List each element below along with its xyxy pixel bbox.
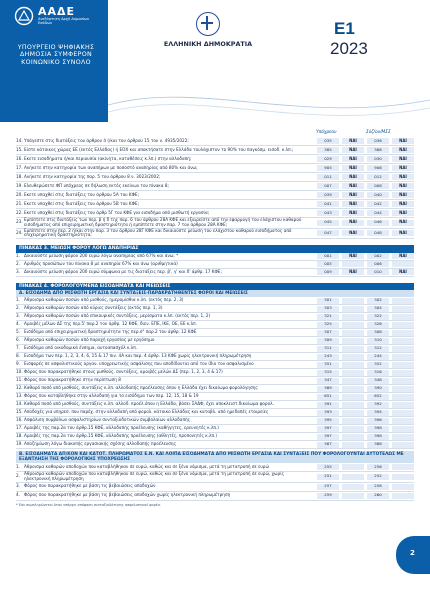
taxpayer-field[interactable] — [342, 261, 364, 267]
field-code: 316 — [367, 370, 389, 376]
row-description: Άθροισμα καθαρών ποσών από κύριες συντάξεις (εκτός περ. 1, 3) — [24, 305, 163, 311]
row-number: 12. — [16, 385, 23, 391]
form-code: Ε1 — [334, 19, 355, 38]
taxpayer-field[interactable]: ΝΑΙ — [342, 210, 364, 216]
form-row — [16, 361, 414, 369]
taxpayer-field[interactable] — [342, 370, 364, 376]
spouse-field[interactable]: ΝΑΙ — [392, 201, 414, 207]
row-description: Υπάγεστε στις διατάξεις του άρθρου 4 (/και του άρθρου 15 του ν. 4935/2022; — [24, 137, 189, 143]
spouse-field[interactable] — [392, 394, 414, 400]
field-code: 243 — [317, 354, 339, 360]
col-taxpayer: Υπόχρεου — [316, 130, 337, 135]
form-row — [16, 146, 414, 155]
spouse-field[interactable] — [392, 314, 414, 320]
spouse-field[interactable]: ΝΑΙ — [392, 183, 414, 189]
form-row — [16, 269, 414, 277]
questions-list — [16, 137, 414, 239]
field-code: 307 — [317, 330, 339, 336]
row-number: 14. — [16, 401, 23, 407]
form-row — [16, 472, 414, 483]
form-row — [16, 409, 414, 417]
field-code: 322 — [367, 314, 389, 320]
form-row — [16, 393, 414, 401]
field-code: 251 — [317, 474, 339, 480]
field-code: 386 — [367, 147, 389, 153]
field-code: 035 — [317, 138, 339, 144]
field-code: 010 — [367, 269, 389, 275]
form-year: 2023 — [330, 39, 368, 58]
field-code: 001 — [317, 253, 339, 259]
field-code: 652 — [367, 394, 389, 400]
form-row — [16, 337, 414, 345]
taxpayer-field[interactable] — [342, 474, 364, 480]
page-number-tab — [396, 536, 430, 574]
row-description: Εκετε εισαδήματα ή/και περιουσία (ακίνητα, καταθέσεις κ.λπ.) στην αλλοδαπή; — [24, 155, 192, 161]
column-headers — [16, 129, 414, 137]
form-row — [16, 385, 414, 393]
row-description: Ελευθερώσετε ΦΠ υπόχρεος σε δήλωση εκτός εκείνων του πίνακα 8; — [24, 182, 169, 188]
row-description: Αριθμός προσώπων του πίνακα 8 με αναπηρία 67% και άνω (αριθμητικά) — [24, 260, 178, 266]
spouse-field[interactable] — [392, 402, 414, 408]
row-number: 22. — [16, 209, 23, 215]
field-code: 007 — [317, 183, 339, 189]
taxpayer-field[interactable] — [342, 386, 364, 392]
row-description: Εισοδήμα των περ. 1, 2, 3, 4, 6, 15 & 17 πιν. 4Α και παρ. 4 άρθρ. 13 ΚΦΕ χωρίς ηλεκτρονική πληρωμέτρηση — [24, 353, 252, 359]
spouse-field[interactable] — [392, 386, 414, 392]
field-code: 389 — [317, 386, 339, 392]
taxpayer-field[interactable] — [342, 442, 364, 448]
table4a-rows — [16, 297, 414, 449]
form-row — [16, 329, 414, 337]
row-number: 4. — [16, 492, 20, 498]
row-number: 16. — [16, 155, 23, 161]
row-description: Άθροισμα καθαρών ποσών από παροχή εργασίας με εργόσημο — [24, 337, 155, 343]
spouse-field[interactable] — [392, 330, 414, 336]
row-number: 1. — [16, 463, 20, 469]
field-code: 398 — [367, 434, 389, 440]
taxpayer-field[interactable] — [342, 418, 364, 424]
table4-title: ΠΙΝΑΚΑΣ 4. ΦΟΡΟΛΟΓΟΥΜΕΝΑ ΕΙΣΟΔΗΜΑΤΑ ΚΑΙ ΜΕΙΩΣΕΙΣ — [16, 283, 414, 290]
row-number: 2. — [16, 305, 20, 311]
row-description: Αμοιβές της παρ.2α του άρθρ.15 ΚΦΕ, αλλοδαπής προέλευσης (καθήγητες, ερευνητές κ.λπ.) — [24, 425, 219, 431]
field-code: 394 — [367, 410, 389, 416]
footnote: * Εάν συμπληρώνεται όταν υπάρχει απόφαση συνταξιοδότησης ασφαλιστικού φορέα. — [16, 502, 161, 507]
row-description: Εκετε υπαχθεί στις διατάξεις του άρθρου 5Β του ΚΦΕ; — [24, 200, 139, 206]
row-description: Άθροισμα καθαρών ποσών από μισθούς, ημερομίσθια κ.λπ. (εκτός περ. 2, 3) — [24, 297, 184, 303]
page-number: 2 — [410, 549, 415, 557]
table3-title: ΠΙΝΑΚΑΣ 3. ΜΕΙΩΣΗ ΦΟΡΟΥ ΛΟΓΩ ΑΝΑΠΗΡΙΑΣ — [16, 245, 414, 252]
row-description: Αμοιβές της παρ.2α του άρθρ.15 ΚΦΕ, αλλοδαπής προέλευσης (αθλητές, προπονητές κ.λπ.) — [24, 433, 218, 439]
spouse-field[interactable] — [392, 261, 414, 267]
row-description: Φόρος που παρακρατήθηκε με βάση τις βεβαιώσεις αποδοχών — [24, 483, 156, 489]
field-code: 398 — [367, 426, 389, 432]
field-code: 348 — [367, 378, 389, 384]
taxpayer-field[interactable]: ΝΑΙ — [342, 174, 364, 180]
form-row — [16, 377, 414, 385]
row-description: Ανήκετε στην κατηγορία των αναπήρων με ποσοστό αναπηρίας από 80% και άνω; — [24, 164, 198, 170]
spouse-field[interactable]: ΝΑΙ — [392, 269, 414, 275]
form-row — [16, 164, 414, 173]
field-code: 905 — [317, 165, 339, 171]
page-header — [0, 0, 430, 122]
row-description: Εμπίπτετε στην περ. 2 ή/και στην παρ. 3 του άρθρου 28Γ ΚΦΕ και δικαιούστε μείωση του ελάχιστου καθαρού εισοδήματος από επιχειρηματική δραστηριότητα; — [24, 227, 292, 238]
field-code: 036 — [367, 138, 389, 144]
taxpayer-field[interactable] — [342, 402, 364, 408]
field-code: 255 — [317, 464, 339, 470]
taxpayer-field[interactable] — [342, 493, 364, 499]
taxpayer-field[interactable] — [342, 362, 364, 368]
row-number: 11. — [16, 377, 23, 383]
taxpayer-field[interactable] — [342, 338, 364, 344]
taxpayer-field[interactable] — [342, 298, 364, 304]
spouse-field[interactable] — [392, 484, 414, 490]
field-code: 002 — [367, 253, 389, 259]
form-row — [16, 417, 414, 425]
taxpayer-field[interactable]: ΝΑΙ — [342, 147, 364, 153]
field-code: 312 — [367, 346, 389, 352]
row-description: Ανήκετε στην κατηγορία της παρ. 5 του άρθρου 8 ν. 3023/2002; — [24, 173, 161, 179]
taxpayer-field[interactable] — [342, 354, 364, 360]
spouse-field[interactable] — [392, 426, 414, 432]
field-code: 321 — [317, 314, 339, 320]
org-short: ΑΑΔΕ — [38, 5, 76, 18]
field-code: 304 — [367, 306, 389, 312]
row-description: Είστε κάτοικος χώρας ΕΕ (εκτός Ελλάδας) ή ΕΟΧ και αποκτήσατε στην Ελλάδα τουλάχιστον το 90% του παγκόσμ. εισοδ. κ.λπ.; — [24, 146, 294, 152]
form-row — [16, 369, 414, 377]
field-code: 039 — [317, 192, 339, 198]
field-code: 041 — [317, 201, 339, 207]
form-row — [16, 297, 414, 305]
spouse-field[interactable] — [392, 362, 414, 368]
row-number: 17. — [16, 425, 23, 431]
col-spouse: Σύζ/ου/ΜΣΣ — [366, 130, 391, 135]
taxpayer-field[interactable] — [342, 322, 364, 328]
org-full: Ανεξάρτητη Αρχή Δημοσίων Εσόδων — [38, 17, 90, 26]
table4-subB: Β. ΕΙΣΟΔΗΜΑΤΑ ΑΠ/ΚΟΝ ΚΑΙ ΚΑΤΟΤ. ΠΛΗΡΩΜΑΤΟΣ Ε.Ν. ΚΑΙ ΛΟΙΠΑ ΕΙΣΟΔΗΜΑΤΑ ΑΠΟ ΜΙΣΘΩΤΗ ΕΡΓΑΣΙΑ ΚΑΙ ΣΥΝΤΑΞΕΙΣ ΠΟΥ ΦΟΡΟΛΟΓΟΥΝΤΑΙ ΑΥΤΟΤΕΛΩΣ ΜΕ ΕΞΑΝΤΛΗΣΗ ΤΗΣ ΦΟΡΟΛΟΓΙΚΗΣ ΥΠΟΧΡΕΩΣΗΣ — [16, 451, 414, 463]
table3-rows — [16, 253, 414, 277]
state-block — [163, 12, 253, 48]
field-code: 395 — [317, 418, 339, 424]
field-code: 315 — [317, 370, 339, 376]
field-code: 257 — [317, 484, 339, 490]
field-code: 030 — [367, 156, 389, 162]
row-description: Φόρος που παρακρατήθηκε στην περίπτωση 8 — [24, 377, 121, 383]
field-code: 047 — [317, 230, 339, 236]
header-wave-decoration — [0, 70, 430, 125]
form-row — [16, 191, 414, 200]
taxpayer-field[interactable]: ΝΑΙ — [342, 201, 364, 207]
field-code: 008 — [367, 183, 389, 189]
spouse-field[interactable] — [392, 474, 414, 480]
form-row — [16, 313, 414, 321]
field-code: 302 — [367, 298, 389, 304]
row-description: Αμοιβές μέλων ΔΣ της περ.5' παρ.2 του άρθρ. 12 ΚΦΕ, διεν. ΕΠΕ, ΙΚΕ, ΟΕ, ΕΕ κ.λπ. — [24, 321, 197, 327]
form-row — [16, 345, 414, 353]
field-code: 006 — [367, 261, 389, 267]
row-number: 15. — [16, 146, 23, 152]
form-row — [16, 218, 414, 229]
taxpayer-field[interactable]: ΝΑΙ — [342, 156, 364, 162]
form-row — [16, 173, 414, 182]
form-row — [16, 321, 414, 329]
row-description: Αποζημίωση λόγω διακοπής εργασιακής σχέσης αλλοδαπής προέλευσης — [24, 441, 177, 447]
field-code: 046 — [367, 220, 389, 226]
spouse-field[interactable] — [392, 306, 414, 312]
field-code: 396 — [367, 418, 389, 424]
row-number: 19. — [16, 182, 23, 188]
spouse-field[interactable] — [392, 298, 414, 304]
field-code: 252 — [367, 474, 389, 480]
row-number: 17. — [16, 164, 23, 170]
field-code: 260 — [367, 493, 389, 499]
form-row — [16, 353, 414, 361]
row-description: Εισφορές σε ασφαλιστικούς οργαν. υποχρεωτικής ασφάλισης που αποδίδονται από τον ίδιο τον ασφαλισμένο — [24, 361, 254, 367]
field-code: 393 — [317, 410, 339, 416]
form-row — [16, 433, 414, 441]
field-code: 309 — [317, 338, 339, 344]
row-number: 2. — [16, 260, 20, 266]
field-code: 045 — [317, 220, 339, 226]
row-number: 23. — [16, 219, 23, 225]
row-description: Άθροισμα καθαρών αποδοχών που καταβλήθηκαν σε ευρώ, καθώς και σε ξένο νόμισμα, μετά τη μετατροπή σε ευρώ — [24, 463, 269, 469]
table4b-rows — [16, 463, 414, 501]
field-code: 390 — [367, 386, 389, 392]
row-number: 14. — [16, 137, 23, 143]
spouse-field[interactable] — [392, 354, 414, 360]
spouse-field[interactable] — [392, 410, 414, 416]
field-code: 044 — [367, 210, 389, 216]
field-code: 244 — [367, 354, 389, 360]
taxpayer-field[interactable]: ΝΑΙ — [342, 138, 364, 144]
row-number: 6. — [16, 337, 20, 343]
field-code: 040 — [367, 192, 389, 198]
field-code: 347 — [317, 378, 339, 384]
field-code: 310 — [367, 338, 389, 344]
taxpayer-field[interactable] — [342, 464, 364, 470]
spouse-field[interactable]: ΝΑΙ — [392, 192, 414, 198]
spouse-field[interactable] — [392, 442, 414, 448]
row-description: Αποδοχές για υπηρεσ. που παρέχ. στην αλλοδαπή από φορολ. κάτοικο Ελλάδας και καταβλ. από ημεδαπές εταιρείες — [24, 409, 269, 415]
spouse-field[interactable]: ΝΑΙ — [392, 220, 414, 226]
row-number: 5. — [16, 329, 20, 335]
field-code: 906 — [367, 165, 389, 171]
taxpayer-field[interactable]: ΝΑΙ — [342, 192, 364, 198]
ministry-line: ΔΗΜΟΣΙΑ ΣΥΜΦΕΡΟΝ — [19, 51, 93, 59]
field-code: 397 — [317, 426, 339, 432]
row-number: 9. — [16, 361, 20, 367]
row-description: Άθροισμα καθαρών αποδοχών που καταβλήθηκαν σε ευρώ, καθώς και σε ξένο νόμισμα, μετά τη μετατροπή σε ευρώ, χωρίς ηλεκτρονική πληρωμέτρηση — [24, 471, 285, 481]
row-number: 16. — [16, 417, 23, 423]
field-code: 351 — [317, 362, 339, 368]
ministry-line: ΚΟΙΝΩΝΙΚΟ ΣΥΝΟΛΟ — [21, 58, 91, 66]
field-code: 012 — [367, 174, 389, 180]
field-code: 385 — [317, 147, 339, 153]
form-row — [16, 182, 414, 191]
form-content — [16, 129, 414, 507]
spouse-field[interactable]: ΝΑΙ — [392, 156, 414, 162]
row-description: Φόρος που παρακρατήθηκε στους μισθούς, συντάξεις, αμοιβές μελών ΔΣ (περ. 1, 2, 3, 4 & 17) — [24, 369, 223, 375]
row-number: 3. — [16, 268, 20, 274]
form-row — [16, 261, 414, 269]
field-code: 352 — [367, 362, 389, 368]
spouse-field[interactable]: ΝΑΙ — [392, 174, 414, 180]
greek-emblem-icon — [196, 12, 220, 36]
spouse-field[interactable]: ΝΑΙ — [392, 138, 414, 144]
spouse-field[interactable] — [392, 338, 414, 344]
taxpayer-field[interactable] — [342, 306, 364, 312]
table4-subA: Α. ΕΙΣΟΔΗΜΑ ΑΠΟ ΜΙΣΘΩΤΗ ΕΡΓΑΣΙΑ ΚΑΙ ΣΥΝΤΑΞΕΙΣ-ΠΑΡΑΚΡΑΤΗΘΕΝΤΕΣ ΦΟΡΟΙ ΚΑΙ ΜΕΙΩΣΕΙΣ — [16, 290, 414, 297]
row-number: 18. — [16, 173, 23, 179]
form-row — [16, 229, 414, 240]
field-code: 311 — [317, 346, 339, 352]
taxpayer-field[interactable]: ΝΑΙ — [342, 165, 364, 171]
row-description: Φόρος που καταβλήθηκε στην αλλοδαπή για το εισόδημα των περ. 12, 15, 18 & 19 — [24, 393, 199, 399]
field-code: 325 — [317, 322, 339, 328]
row-number: 24. — [16, 229, 23, 235]
taxpayer-field[interactable] — [342, 394, 364, 400]
taxpayer-field[interactable]: ΝΑΙ — [342, 220, 364, 226]
form-row — [16, 441, 414, 449]
row-description: Εμπίπτετε στις διατάξεις των περ. β ή δ της παρ. 6 του άρθρου 28Α ΚΦΕ και εξαιρείστε από την εφαρμογή του ελάχιστου καθαρού εισοδήματος από επιχειρηματική δραστηριότητα ή εμπίπτετε στην παρ. 7 του άρθρου 28Α ΚΦΕ; — [24, 217, 302, 227]
row-number: 2. — [16, 473, 20, 479]
spouse-field[interactable]: ΝΑΙ — [392, 253, 414, 259]
form-row — [16, 492, 414, 501]
ministry-text — [10, 44, 102, 66]
field-code: 326 — [367, 322, 389, 328]
row-number: 21. — [16, 200, 23, 206]
field-code: 388 — [367, 442, 389, 448]
row-description: Καθαρό ποσό από μισθούς, συντάξεις κ.λπ. αλλοδαπής προέλευσης όπου η Ελλάδα έχει δικαίωμα φορολόγησης — [24, 385, 258, 391]
field-code: 256 — [367, 464, 389, 470]
form-row — [16, 483, 414, 492]
row-description: Φόρος που παρακρατήθηκε με βάση τις βεβαιώσεις αποδοχών χωρίς ηλεκτρονική πληρωμέτρηση — [24, 492, 231, 498]
field-code: 042 — [367, 201, 389, 207]
aade-logo-icon — [14, 6, 34, 26]
row-number: 7. — [16, 345, 20, 351]
field-code: 005 — [317, 261, 339, 267]
spouse-field[interactable] — [392, 464, 414, 470]
taxpayer-field[interactable] — [342, 426, 364, 432]
field-code: 009 — [317, 269, 339, 275]
state-name: ΕΛΛΗΝΙΚΗ ΔΗΜΟΚΡΑΤΙΑ — [163, 40, 253, 48]
row-number: 3. — [16, 313, 20, 319]
row-description: Άθροισμα καθαρών ποσών από επικουρικές συντάξεις, μερίσματα κ.λπ. (εκτός περ. 1, 2) — [24, 313, 211, 319]
field-code: 391 — [317, 402, 339, 408]
field-code: 651 — [317, 394, 339, 400]
field-code: 029 — [317, 156, 339, 162]
row-number: 15. — [16, 409, 23, 415]
row-description: Εισόδημα από επιχειρηματική δραστηριότητα της περ.σ" παρ.2 του άρθρ. 12 ΚΦΕ — [24, 329, 197, 335]
row-number: 19. — [16, 441, 23, 447]
taxpayer-field[interactable] — [342, 314, 364, 320]
row-number: 10. — [16, 369, 23, 375]
field-code: 011 — [317, 174, 339, 180]
spouse-field[interactable] — [392, 493, 414, 499]
field-code: 387 — [317, 442, 339, 448]
spouse-field[interactable] — [392, 434, 414, 440]
row-number: 18. — [16, 433, 23, 439]
field-code: 308 — [367, 330, 389, 336]
taxpayer-field[interactable]: ΝΑΙ — [342, 253, 364, 259]
taxpayer-field[interactable] — [342, 410, 364, 416]
taxpayer-field[interactable]: ΝΑΙ — [342, 269, 364, 275]
spouse-field[interactable] — [392, 346, 414, 352]
field-code: 043 — [317, 210, 339, 216]
form-row — [16, 137, 414, 146]
taxpayer-field[interactable] — [342, 434, 364, 440]
row-number: 3. — [16, 483, 20, 489]
field-code: 259 — [317, 493, 339, 499]
row-description: Εκετε υπαχθεί στις διατάξεις του άρθρ 5Γ του ΚΦΕ για εισοδήμα από μισθωτή εργασία; — [24, 209, 210, 215]
taxpayer-field[interactable]: ΝΑΙ — [342, 183, 364, 189]
taxpayer-field[interactable] — [342, 346, 364, 352]
field-code: 048 — [367, 230, 389, 236]
field-code: 397 — [317, 434, 339, 440]
field-code: 392 — [367, 402, 389, 408]
spouse-field[interactable]: ΝΑΙ — [392, 210, 414, 216]
row-number: 20. — [16, 191, 23, 197]
spouse-field[interactable] — [392, 370, 414, 376]
row-number: 1. — [16, 297, 20, 303]
row-number: 8. — [16, 353, 20, 359]
row-description: Δικαιούστε μείωση φόρου 200 ευρώ λόγω αναπηρίας από 67% και άνω; * — [24, 252, 179, 258]
row-description: Εκετε υπαχθεί στις διατάξεις του άρθρου 5Α του ΚΦΕ; — [24, 191, 139, 197]
taxpayer-field[interactable] — [342, 484, 364, 490]
row-number: 4. — [16, 321, 20, 327]
taxpayer-field[interactable] — [342, 330, 364, 336]
spouse-field[interactable]: ΝΑΙ — [392, 230, 414, 236]
row-number: 13. — [16, 393, 23, 399]
form-row — [16, 401, 414, 409]
taxpayer-field[interactable]: ΝΑΙ — [342, 230, 364, 236]
spouse-field[interactable]: ΝΑΙ — [392, 165, 414, 171]
form-row — [16, 425, 414, 433]
form-row — [16, 200, 414, 209]
form-row — [16, 305, 414, 313]
row-description: Καθαρό ποσό από μισθούς, συντάξεις κ.λπ. αλλοδ. προέλ.όπου η Ελλάδα, βάσει ΣΑΔΦ, έχει αποκλειστ.δικαίωμα φορολ. — [24, 401, 274, 407]
field-code: 303 — [317, 306, 339, 312]
field-code: 258 — [367, 484, 389, 490]
row-description: Δικαιούστε μείωση φόρου 200 ευρώ σύμφωνα με τις διατάξεις περ. β', γ' και δ' άρθρ. 17 ΚΦΕ; — [24, 268, 222, 274]
form-row — [16, 155, 414, 164]
taxpayer-field[interactable] — [342, 378, 364, 384]
spouse-field[interactable] — [392, 322, 414, 328]
row-description: Εισόδημα από οικοδομικά ένσημα, αυτοαπασχόλ κ.λπ. — [24, 345, 138, 351]
spouse-field[interactable]: ΝΑΙ — [392, 147, 414, 153]
spouse-field[interactable] — [392, 378, 414, 384]
form-row — [16, 253, 414, 261]
row-number: 1. — [16, 252, 20, 258]
ministry-line: ΥΠΟΥΡΓΕΙΟ ΨΗΦΙΑΚΗΣ — [17, 44, 95, 51]
row-description: Ασφάλιση συμβάλων ασφαλιστηρίων συνταξιοδοτικών συμβολαίων αλλοδαπής — [24, 417, 191, 423]
spouse-field[interactable] — [392, 418, 414, 424]
field-code: 301 — [317, 298, 339, 304]
